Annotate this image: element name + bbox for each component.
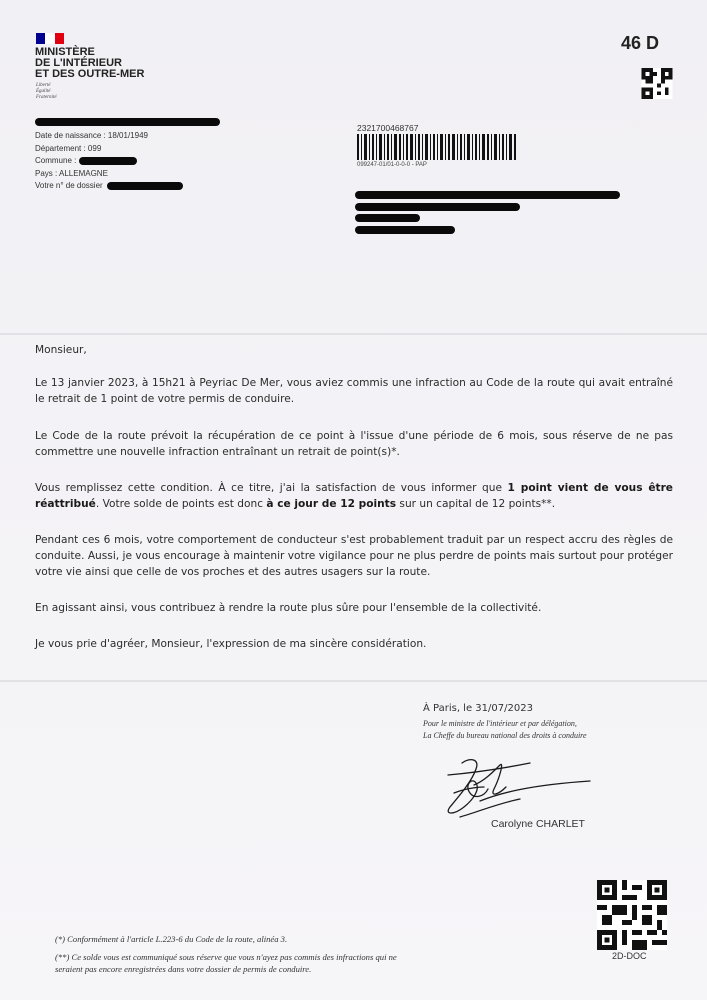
department: Département : 099 [35,143,102,153]
redacted-name [35,118,220,126]
birth-date: Date de naissance : 18/01/1949 [35,131,148,140]
footnote-2-line-2: seraient pas encore enregistrées dans votre dossier de permis de conduire. [55,964,312,974]
points-reattributed: 1 point vient de vous être réattribué [35,482,673,510]
ministry-line: ET DES OUTRE-MER [35,68,145,80]
commune-label: Commune : [35,156,77,165]
paragraph-6: Je vous prie d'agréer, Monsieur, l'expression de ma sincère considération. [35,638,427,650]
redacted-address-line-4 [355,226,455,234]
motto-fraternite: Fraternité [36,95,57,100]
redacted-commune [79,157,137,165]
republic-motto [36,83,57,101]
motto-liberte: Liberté [36,83,51,88]
motto-egalite: Égalité [36,89,51,94]
barcode-sub-code: 099247-01/01-0-0-0 - PAP [357,162,427,168]
signer-name: Carolyne CHARLET [491,818,585,830]
redacted-address-line-3 [355,214,420,222]
footnote-2-line-1: (**) Ce solde vous est communiqué sous réserve que vous n'ayez pas commis des infractions qui ne [55,952,397,962]
delegation-line: La Cheffe du bureau national des droits à conduire [423,731,587,740]
paragraph-5: En agissant ainsi, vous contribuez à rendre la route plus sûre pour l'ensemble de la collectivité. [35,602,542,614]
small-qr-code-icon [641,68,673,99]
place-date: À Paris, le 31/07/2023 [423,703,533,714]
handwritten-signature [440,755,600,825]
paragraph-4: Pendant ces 6 mois, votre comportement de conducteur s'est probablement traduit par un respect accru des règles de conduite. Aussi, je vous encourage à maintenir votre vigilance pour ne plus perdre de points mais surtout pour protéger votre vie ainsi que celle de vos proches et des autres usagers sur la route. [35,534,673,578]
footnote-1: (*) Conformément à l'article L.223-6 du Code de la route, alinéa 3. [55,934,288,944]
redacted-address-line-1 [355,191,620,199]
barcode-number: 2321700468767 [357,123,419,133]
barcode-icon [357,134,517,160]
ministry-name [35,47,144,80]
paragraph-3-part: sur un capital de 12 points**. [396,498,556,510]
delegation-text [423,718,587,742]
paragraph-1: Le 13 janvier 2023, à 15h21 à Peyriac De Mer, vous aviez commis une infraction au Code de la route qui avait entraîné le retrait de 1 point de votre permis de conduire. [35,377,673,405]
fold-line-bottom [0,680,707,682]
points-balance: à ce jour de 12 points [266,498,397,510]
french-flag-logo [36,33,64,44]
ministry-line: MINISTÈRE [35,46,95,58]
salutation: Monsieur, [35,344,87,356]
2d-doc-qr-code-icon [597,880,667,950]
paragraph-3 [35,480,673,512]
file-number-label: Votre n° de dossier [35,181,103,190]
file-number-row [35,180,183,193]
paragraph-2: Le Code de la route prévoit la récupération de ce point à l'issue d'une période de 6 mois, sous réserve de ne pas commettre une nouvelle infraction entraînant un retrait de point(s)*. [35,430,673,458]
country: Pays : ALLEMAGNE [35,168,108,178]
recipient-info [35,130,183,193]
paragraph-3-part: . Votre solde de points est donc [95,498,267,510]
paragraph-3-part: Vous remplissez cette condition. À ce titre, j'ai la satisfaction de vous informer que [35,482,508,494]
2d-doc-label: 2D-DOC [612,951,647,961]
fold-line-top [0,333,707,335]
commune-row [35,155,183,168]
redacted-file-number [107,182,183,190]
delegation-line: Pour le ministre de l'intérieur et par délégation, [423,719,577,728]
ministry-line: DE L'INTÉRIEUR [35,57,122,69]
reference-code: 46 D [620,33,659,53]
redacted-address-line-2 [355,203,520,211]
